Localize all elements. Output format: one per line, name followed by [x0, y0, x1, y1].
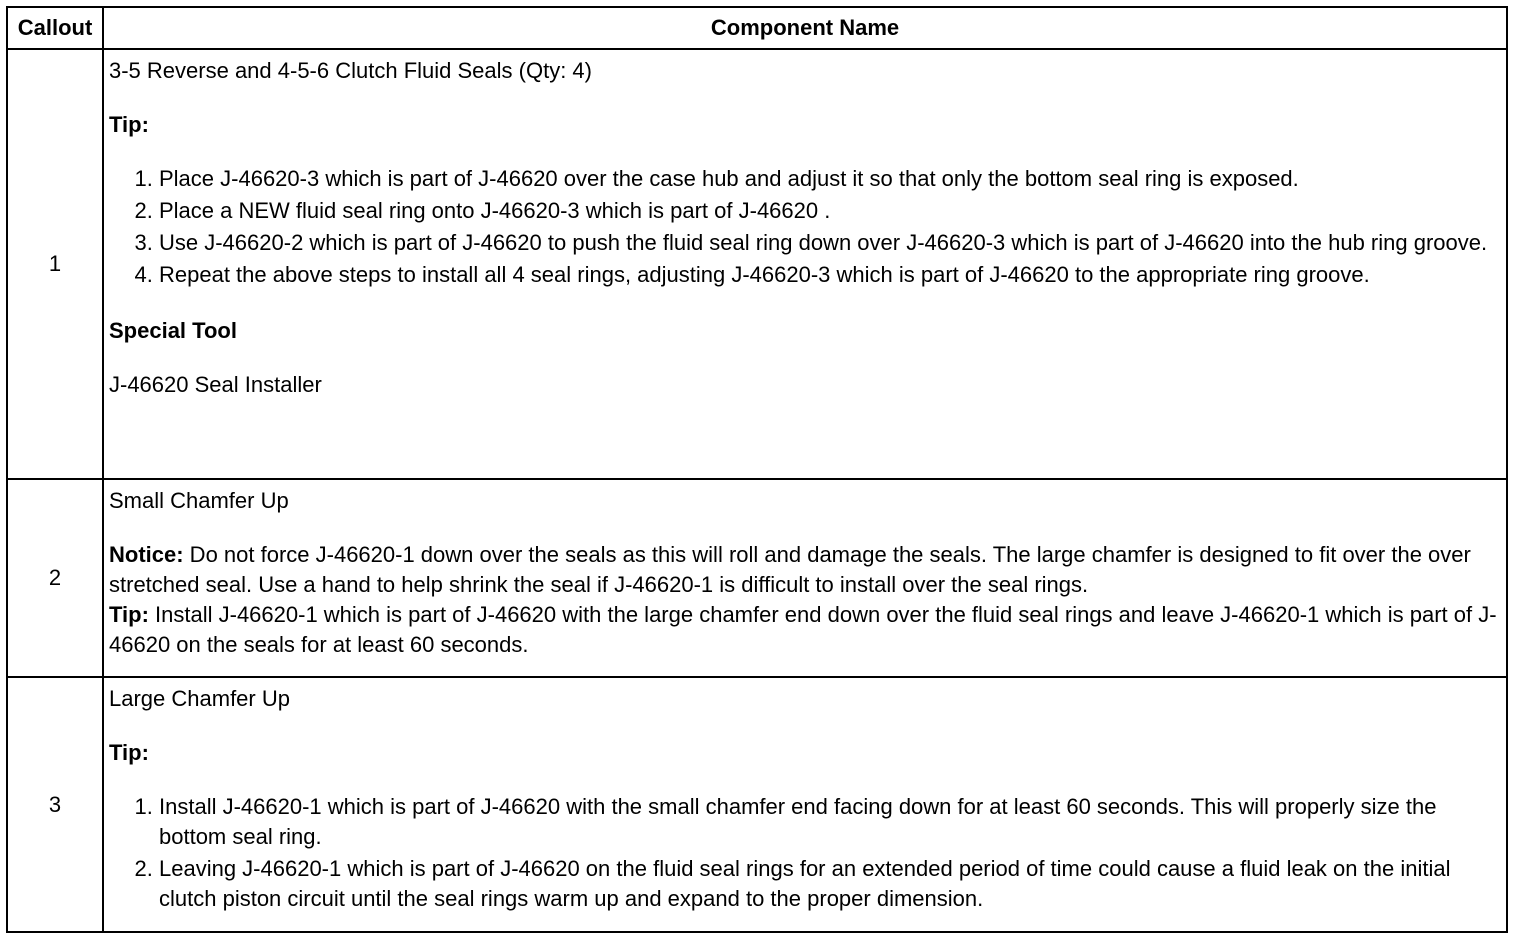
tip-label: Tip: — [109, 602, 149, 627]
list-item: 2. Place a NEW fluid seal ring onto J-46620-3 which is part of J-46620 . — [159, 196, 1502, 226]
special-tool-value: J-46620 Seal Installer — [109, 372, 322, 397]
table-row — [7, 677, 1507, 932]
component-title: Small Chamfer Up — [109, 488, 289, 513]
tip-label: Tip: — [109, 740, 149, 765]
component-cell — [103, 677, 1507, 932]
component-title: Large Chamfer Up — [109, 686, 290, 711]
notice-paragraph — [109, 540, 1502, 600]
callout-cell: 3 — [7, 677, 103, 932]
tip-paragraph — [109, 600, 1502, 660]
table-header-row — [7, 7, 1507, 49]
component-cell — [103, 479, 1507, 677]
tip-text: Install J-46620-1 which is part of J-46620 with the large chamfer end down over the fluid seal rings and leave J-46620-1 which is part of J-46620 on the seals for at least 60 seconds. — [109, 602, 1497, 657]
notice-label: Notice: — [109, 542, 184, 567]
table-row — [7, 49, 1507, 479]
step-list — [109, 164, 1502, 290]
table-row — [7, 479, 1507, 677]
callout-cell: 1 — [7, 49, 103, 479]
component-table — [6, 6, 1508, 933]
list-item: 3. Use J-46620-2 which is part of J-46620 to push the fluid seal ring down over J-46620-3 which is part of J-46620 into the hub ring groove. — [159, 228, 1502, 258]
component-title: 3-5 Reverse and 4-5-6 Clutch Fluid Seals (Qty: 4) — [109, 58, 592, 83]
component-name-header: Component Name — [103, 7, 1507, 49]
list-item: 1. Place J-46620-3 which is part of J-46620 over the case hub and adjust it so that only the bottom seal ring is exposed. — [159, 164, 1502, 194]
callout-header: Callout — [7, 7, 103, 49]
step-list — [109, 792, 1502, 914]
list-item: 2. Leaving J-46620-1 which is part of J-46620 on the fluid seal rings for an extended period of time could cause a fluid leak on the initial clutch piston circuit until the seal rings warm up and expand to the proper dimension. — [159, 854, 1502, 914]
special-tool-label: Special Tool — [109, 318, 237, 343]
component-cell — [103, 49, 1507, 479]
list-item: 4. Repeat the above steps to install all 4 seal rings, adjusting J-46620-3 which is part of J-46620 to the appropriate ring groove. — [159, 260, 1502, 290]
notice-text: Do not force J-46620-1 down over the seals as this will roll and damage the seals. The large chamfer is designed to fit over the over stretched seal. Use a hand to help shrink the seal if J-46620-1 is difficult to install over the seal rings. — [109, 542, 1471, 597]
callout-cell: 2 — [7, 479, 103, 677]
tip-label: Tip: — [109, 112, 149, 137]
list-item: 1. Install J-46620-1 which is part of J-46620 with the small chamfer end facing down for at least 60 seconds. This will properly size the bottom seal ring. — [159, 792, 1502, 852]
